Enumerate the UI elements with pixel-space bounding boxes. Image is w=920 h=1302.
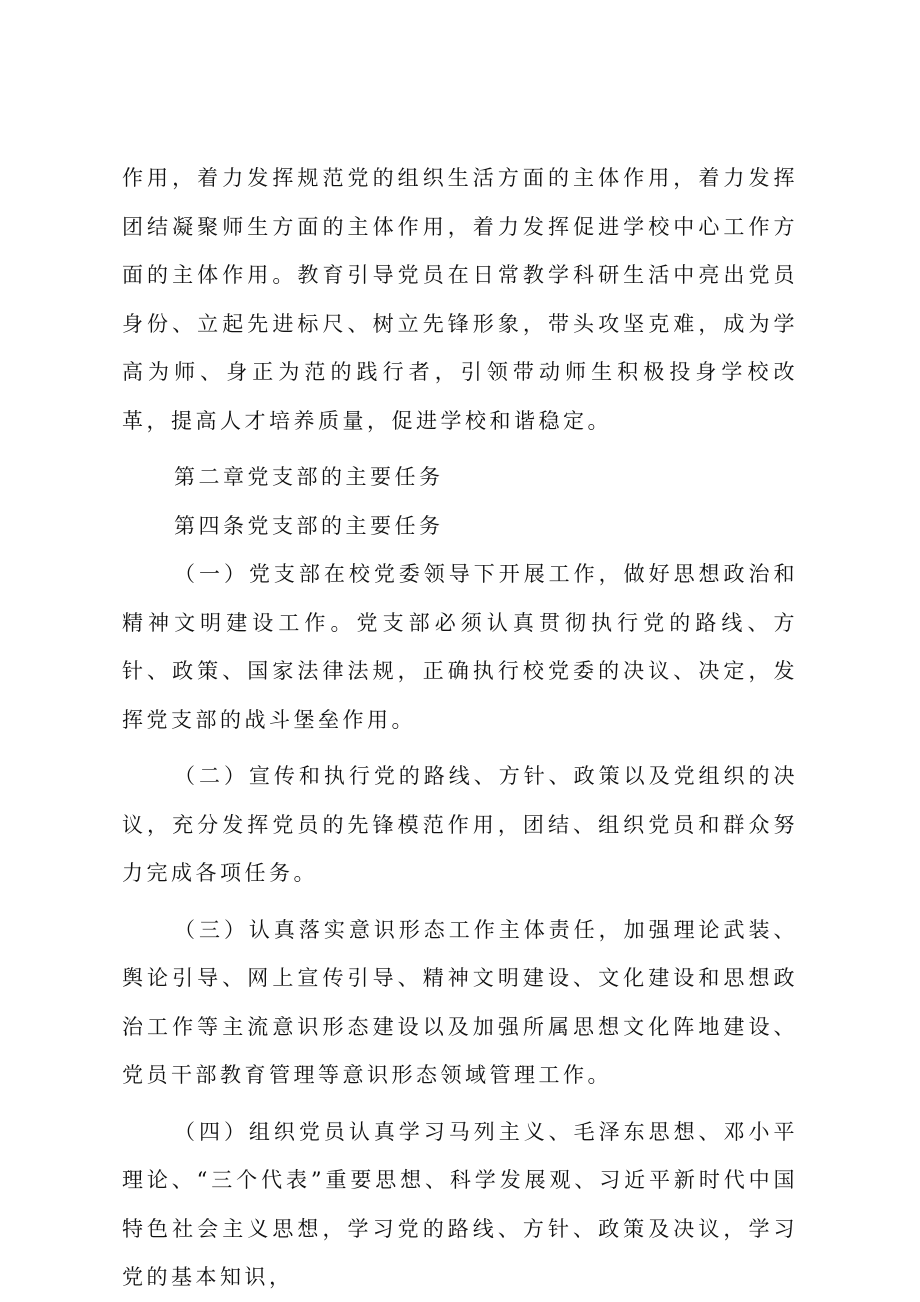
paragraph-continuation: 作用，着力发挥规范党的组织生活方面的主体作用，着力发挥团结凝聚师生方面的主体作用，着力发挥促进学校中心工作方面的主体作用。教育引导党员在日常教学科研生活中亮出党员身份、立起先进标尺、树立先锋形象，带头攻坚克难，成为学高为师、身正为范的践行者，引领带动师生积极投身学校改革，提高人才培养质量，促进学校和谐稳定。 bbox=[122, 166, 798, 433]
task-item-1: （一）党支部在校党委领导下开展工作，做好思想政治和精神文明建设工作。党支部必须认真贯彻执行党的路线、方针、政策、国家法律法规，正确执行校党委的决议、决定，发挥党支部的战斗堡垒作用。 bbox=[122, 562, 798, 732]
task-item-4: （四）组织党员认真学习马列主义、毛泽东思想、邓小平理论、“三个代表”重要思想、科学发展观、习近平新时代中国特色社会主义思想，学习党的路线、方针、政策及决议，学习党的基本知识， bbox=[122, 1119, 798, 1289]
task-item-3: （三）认真落实意识形态工作主体责任，加强理论武装、舆论引导、网上宣传引导、精神文明建设、文化建设和思想政治工作等主流意识形态建设以及加强所属思想文化阵地建设、党员干部教育管理等意识形态领域管理工作。 bbox=[122, 917, 798, 1087]
chapter-heading: 第二章党支部的主要任务 bbox=[174, 465, 444, 489]
article-heading: 第四条党支部的主要任务 bbox=[174, 513, 444, 538]
document-body bbox=[122, 154, 798, 1302]
task-item-2: （二）宣传和执行党的路线、方针、政策以及党组织的决议，充分发挥党员的先锋模范作用，团结、组织党员和群众努力完成各项任务。 bbox=[122, 764, 798, 885]
